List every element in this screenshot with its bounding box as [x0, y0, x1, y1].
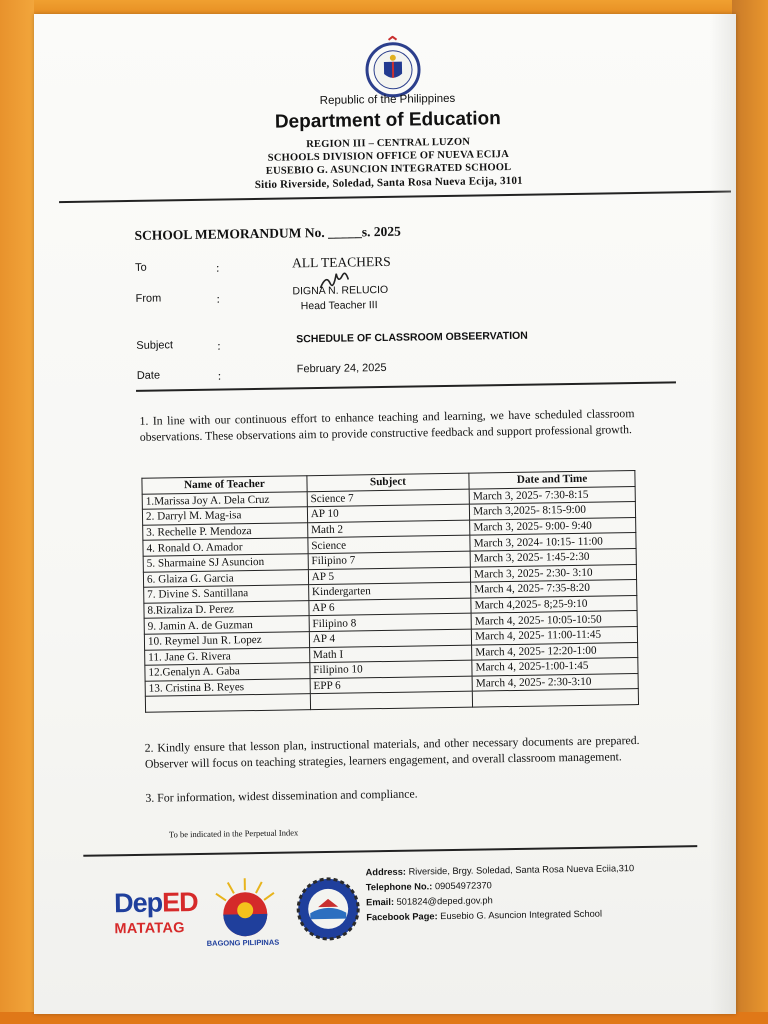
- date-label: Date: [136, 369, 161, 382]
- to-value: ALL TEACHERS: [291, 253, 391, 271]
- to-colon: :: [215, 260, 220, 275]
- footer-telephone: [366, 880, 492, 892]
- facebook-label: Facebook Page:: [366, 911, 438, 923]
- teacher-name-cell: 9. Jamin A. de Guzman: [144, 616, 309, 634]
- date-time-cell: March 4, 2025- 10:05-10:50: [471, 611, 637, 629]
- paragraph-1: 1. In line with our continuous effort to enhance teaching and learning, we have scheduled classroom observations. These observations aim to provide constructive feedback and support professional growth.: [139, 406, 635, 444]
- memo-content: [26, 9, 744, 1020]
- teacher-name-cell: 6. Glaiza G. Garcia: [143, 569, 308, 587]
- date-time-cell: March 4, 2025- 2:30-3:10: [472, 673, 638, 691]
- teacher-name-cell: 10. Reymel Jun R. Lopez: [144, 632, 309, 650]
- email-value: 501824@deped.gov.ph: [396, 895, 493, 907]
- from-colon: :: [216, 291, 221, 306]
- observation-schedule-table: [141, 470, 639, 713]
- date-colon: :: [217, 368, 222, 383]
- subject-cell: [310, 691, 473, 709]
- matatag-text: MATATAG: [114, 920, 185, 938]
- teacher-name-cell: 4. Ronald O. Amador: [143, 538, 308, 556]
- date-time-cell: March 3, 2025- 1:45-2:30: [470, 549, 636, 567]
- address-value: Riverside, Brgy. Soledad, Santa Rosa Nueva Eciia,310: [408, 863, 635, 877]
- footer-email: [366, 895, 493, 907]
- telephone-value: 09054972370: [434, 880, 492, 892]
- header-subject: Subject: [307, 473, 470, 491]
- address-label: Address:: [365, 866, 407, 878]
- memo-title: SCHOOL MEMORANDUM No. _____s. 2025: [134, 223, 401, 243]
- subject-cell: Filipino 10: [310, 660, 473, 678]
- email-label: Email:: [366, 896, 395, 908]
- date-time-cell: March 3, 2024- 10:15- 11:00: [470, 533, 636, 551]
- deped-logo-text: DepED: [113, 886, 198, 919]
- subject-cell: Math 2: [307, 520, 470, 538]
- subject-cell: AP 10: [307, 504, 470, 522]
- paragraph-3: 3. For information, widest dissemination and compliance.: [145, 786, 418, 805]
- subject-value: SCHEDULE OF CLASSROOM OBSEERVATION: [296, 329, 528, 346]
- date-time-cell: March 3, 2025- 2:30- 3:10: [471, 564, 637, 582]
- department-name: Department of Education: [274, 108, 501, 133]
- republic-line: Republic of the Philippines: [319, 92, 456, 107]
- teacher-name-cell: 12.Genalyn A. Gaba: [145, 663, 310, 681]
- teacher-name-cell: 11. Jane G. Rivera: [145, 647, 310, 665]
- perpetual-index-note: To be indicated in the Perpetual Index: [168, 827, 299, 840]
- header-divider: [59, 191, 731, 204]
- subject-cell: AP 5: [308, 567, 471, 585]
- school-line: EUSEBIO G. ASUNCION INTEGRATED SCHOOL: [265, 161, 512, 177]
- subject-cell: AP 4: [309, 629, 472, 647]
- footer-divider: [83, 845, 697, 857]
- date-time-cell: March 3, 2025- 9:00- 9:40: [470, 517, 636, 535]
- memo-paper: [34, 14, 736, 1014]
- teacher-name-cell: 1.Marissa Joy A. Dela Cruz: [142, 491, 307, 509]
- table-body: [142, 486, 638, 712]
- region-line: REGION III – CENTRAL LUZON: [306, 136, 471, 151]
- teacher-name-cell: 7. Divine S. Santillana: [144, 585, 309, 603]
- teacher-name-cell: 3. Rechelle P. Mendoza: [143, 522, 308, 540]
- school-logo: [296, 876, 361, 941]
- subject-cell: Science: [308, 536, 471, 554]
- subject-cell: Kindergarten: [308, 582, 471, 600]
- date-time-cell: March 4, 2025- 12:20-1:00: [472, 642, 638, 660]
- deped-seal-icon: [364, 35, 421, 98]
- to-label: To: [135, 261, 147, 274]
- footer-address: [366, 863, 635, 877]
- date-value: February 24, 2025: [296, 361, 387, 376]
- header-name-of-teacher: Name of Teacher: [142, 476, 307, 494]
- subject-label: Subject: [136, 339, 174, 352]
- from-name: DIGNA N. RELUCIO: [292, 283, 389, 298]
- teacher-name-cell: [145, 694, 310, 712]
- date-time-cell: March 3, 2025- 7:30-8:15: [469, 486, 635, 504]
- bagong-pilipinas-text: BAGONG PILIPINAS: [206, 937, 280, 948]
- subject-cell: Filipino 7: [308, 551, 471, 569]
- paragraph-2: 2. Kindly ensure that lesson plan, instructional materials, and other necessary documents are prepared. Observer will focus on teaching strategies, learners engagement, and overall classroom management.: [144, 733, 640, 771]
- date-time-cell: [472, 689, 638, 707]
- subject-cell: Filipino 8: [309, 613, 472, 631]
- teacher-name-cell: 5. Sharmaine SJ Asuncion: [143, 554, 308, 572]
- facebook-value: Eusebio G. Asuncion Integrated School: [440, 908, 603, 922]
- footer-facebook: [366, 909, 602, 923]
- subject-cell: AP 6: [309, 598, 472, 616]
- deped-matatag-logo: [114, 887, 198, 919]
- date-time-cell: March 4, 2025- 7:35-8:20: [471, 580, 637, 598]
- subject-cell: Science 7: [307, 489, 470, 507]
- telephone-label: Telephone No.:: [365, 881, 433, 893]
- subject-cell: EPP 6: [310, 676, 473, 694]
- teacher-name-cell: 13. Cristina B. Reyes: [145, 678, 310, 696]
- date-time-cell: March 4,2025- 8;25-9:10: [471, 595, 637, 613]
- teacher-name-cell: 8.Rizaliza D. Perez: [144, 600, 309, 618]
- teacher-name-cell: 2. Darryl M. Mag-isa: [142, 507, 307, 525]
- date-time-cell: March 4, 2025- 11:00-11:45: [471, 626, 637, 644]
- subject-colon: :: [217, 338, 221, 353]
- header-date-and-time: Date and Time: [469, 471, 635, 489]
- division-line: SCHOOLS DIVISION OFFICE OF NUEVA ECIJA: [267, 148, 510, 164]
- date-time-cell: March 3,2025- 8:15-9:00: [470, 502, 636, 520]
- subject-cell: Math I: [309, 645, 472, 663]
- from-position: Head Teacher III: [300, 299, 378, 313]
- from-label: From: [135, 292, 162, 305]
- school-address-line: Sitio Riverside, Soledad, Santa Rosa Nueva Ecija, 3101: [254, 174, 523, 191]
- date-time-cell: March 4, 2025-1:00-1:45: [472, 658, 638, 676]
